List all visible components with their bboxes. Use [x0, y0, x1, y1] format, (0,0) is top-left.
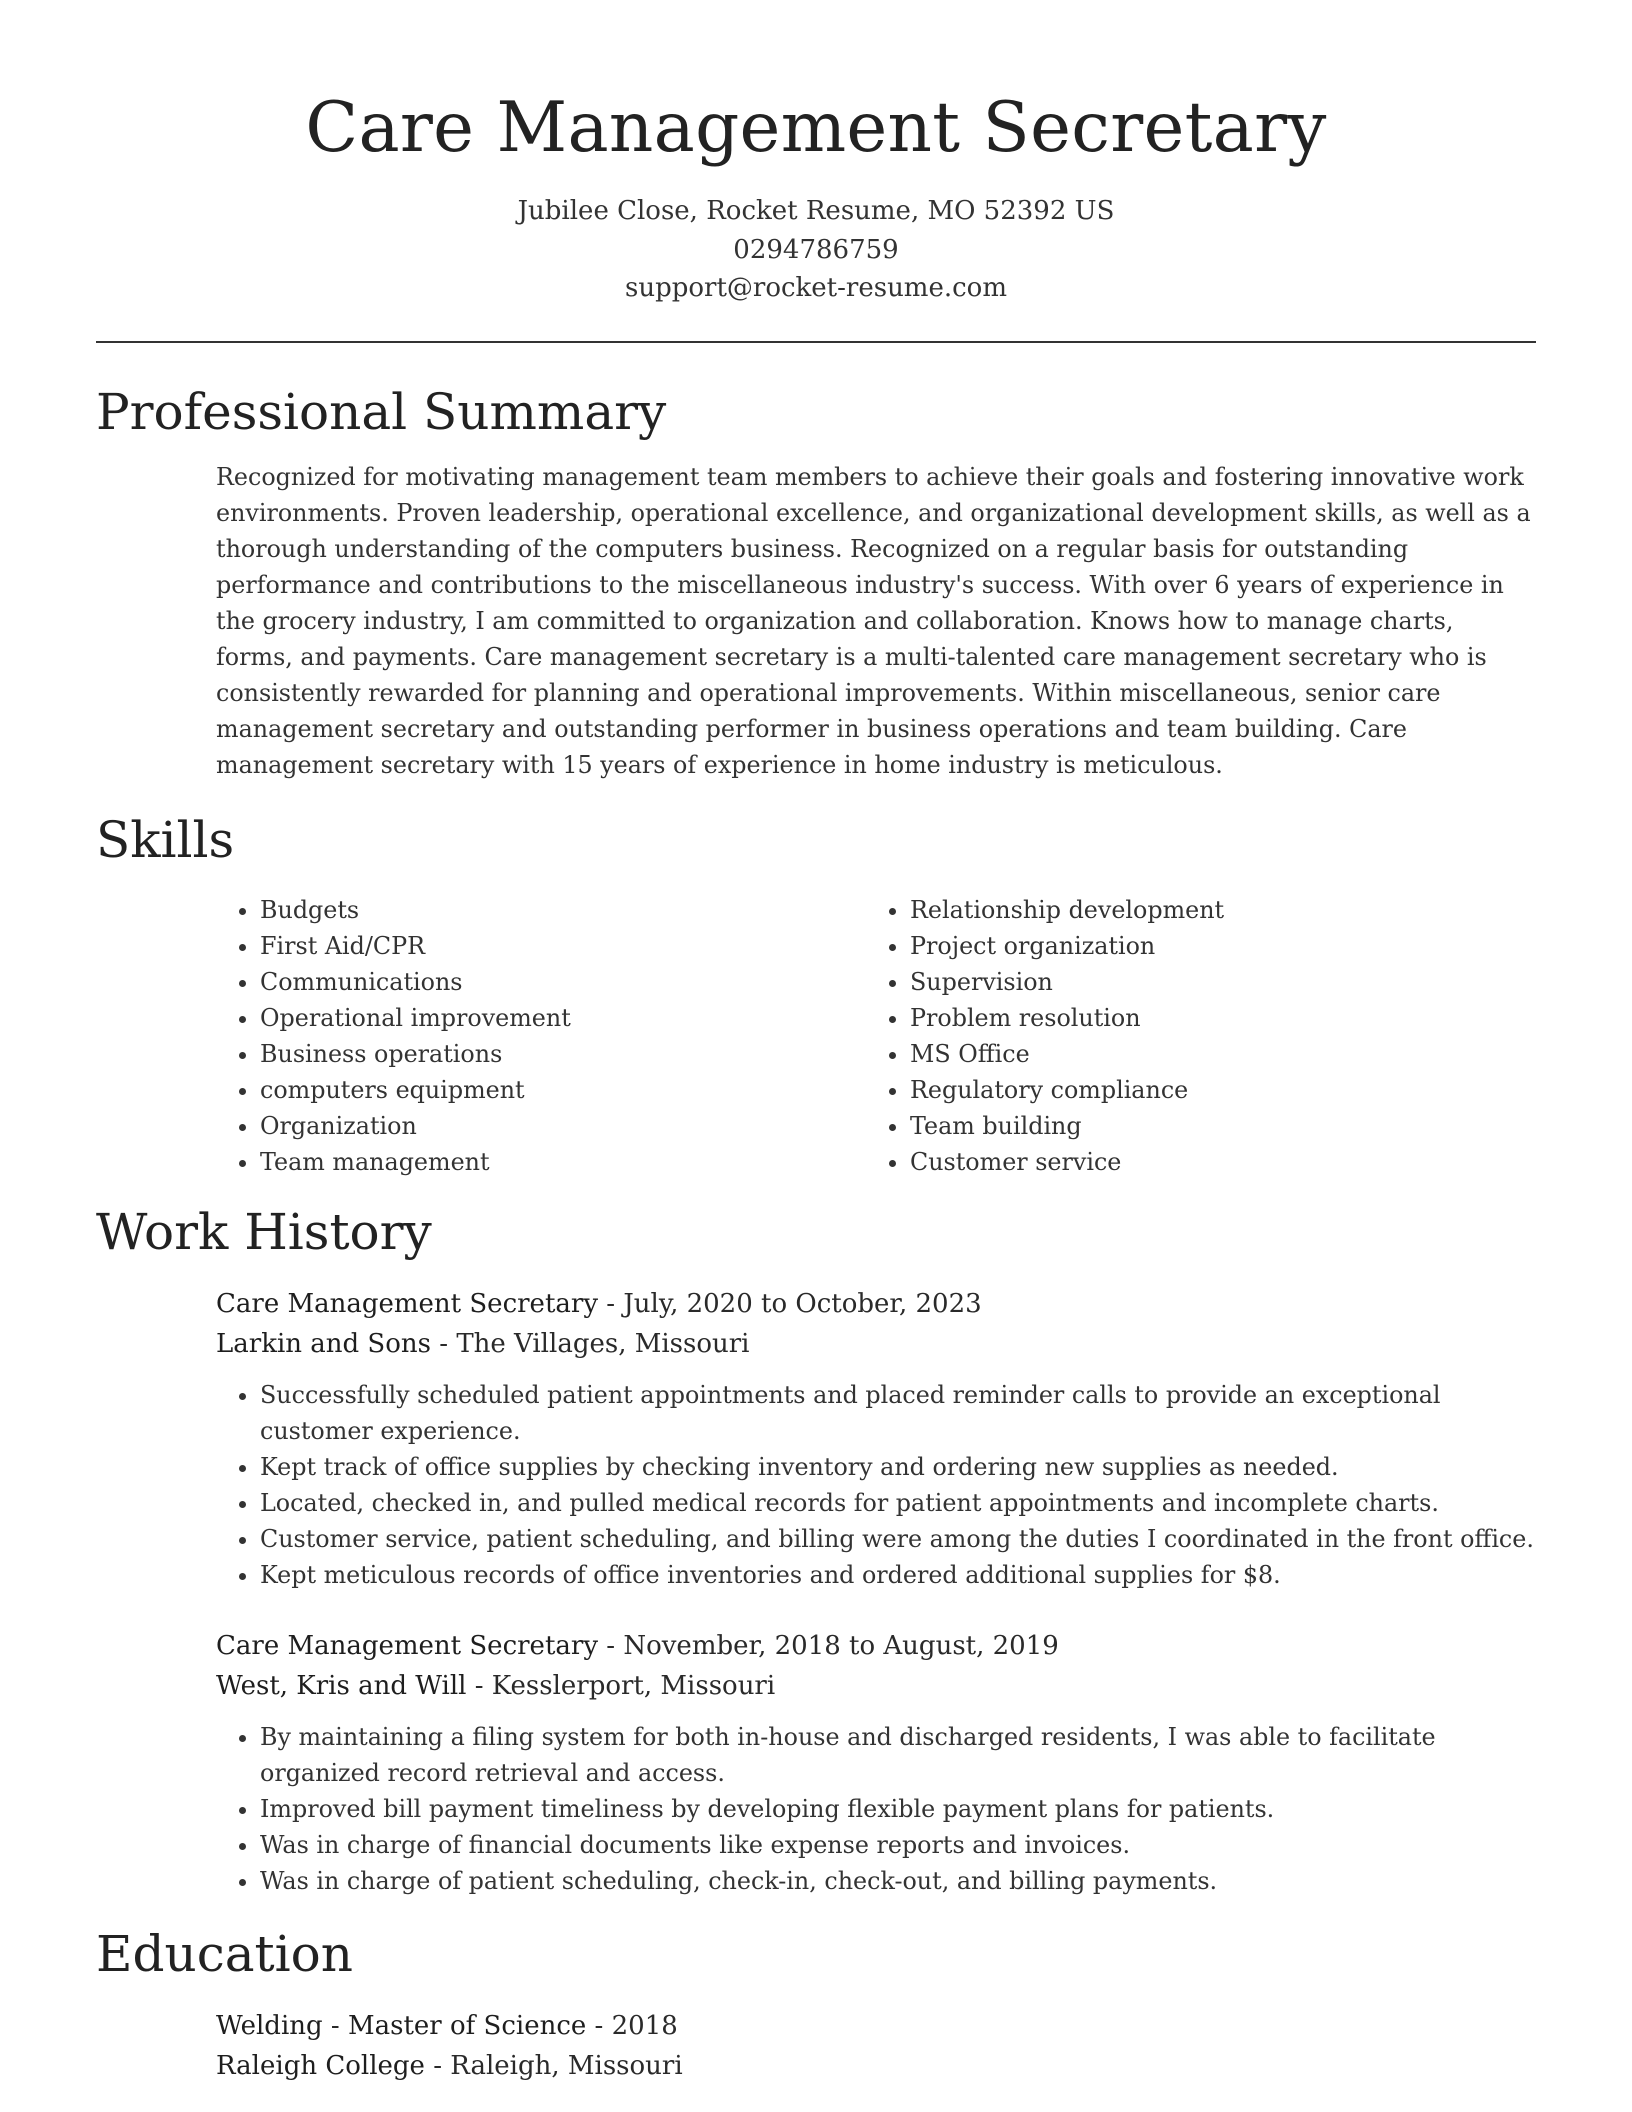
separator: - [586, 2011, 612, 2041]
job-entry [216, 1626, 1536, 1899]
skill-item: • Communications [260, 964, 816, 1000]
separator: - [466, 1671, 492, 1701]
skill-item: • Operational improvement [260, 1000, 816, 1036]
job-duties [216, 1377, 1536, 1593]
skill-item: • Business operations [260, 1036, 816, 1072]
job-duty-item: • Successfully scheduled patient appointments and placed reminder calls to provide an exceptional customer experience. [260, 1377, 1536, 1449]
skill-item: • Relationship development [910, 892, 1466, 928]
separator: - [322, 2011, 348, 2041]
job-title-line [216, 1284, 1536, 1324]
education-school: Raleigh College [216, 2051, 425, 2081]
skill-item: • Customer service [910, 1144, 1466, 1180]
skills-list-right [866, 892, 1466, 1180]
separator: - [598, 1289, 624, 1319]
job-duty-item: • Improved bill payment timeliness by developing flexible payment plans for patients. [260, 1791, 1536, 1827]
skills-column-right [866, 892, 1466, 1180]
contact-email: support@rocket-resume.com [624, 273, 1007, 303]
job-company: West, Kris and Will [216, 1671, 467, 1701]
job-dates: November, 2018 to August, 2019 [623, 1631, 1059, 1661]
contact-block [96, 192, 1536, 308]
contact-phone: 0294786759 [733, 234, 899, 265]
header-divider [96, 341, 1536, 343]
skill-item: • Team building [910, 1108, 1466, 1144]
skill-item: • Problem resolution [910, 1000, 1466, 1036]
job-position: Care Management Secretary [216, 1289, 599, 1319]
job-dates: July, 2020 to October, 2023 [623, 1289, 982, 1319]
skill-item: • Team management [260, 1144, 816, 1180]
job-location: The Villages, Missouri [456, 1329, 750, 1359]
separator: - [424, 2051, 451, 2081]
job-duty-item: • By maintaining a filing system for both in-house and discharged residents, I was able to facilitate organized record retrieval and access. [260, 1719, 1536, 1791]
work-history-heading: Work History [96, 1203, 432, 1261]
skill-item: • MS Office [910, 1036, 1466, 1072]
job-position: Care Management Secretary [216, 1631, 599, 1661]
job-duty-item: • Kept meticulous records of office inventories and ordered additional supplies for $8. [260, 1557, 1536, 1593]
education-school-line [216, 2046, 1536, 2086]
education-field: Welding [216, 2011, 323, 2041]
skill-item: • Budgets [260, 892, 816, 928]
job-duty-item: • Customer service, patient scheduling, and billing were among the duties I coordinated in the front office. [260, 1521, 1536, 1557]
summary-heading: Professional Summary [96, 383, 667, 441]
job-duties [216, 1719, 1536, 1899]
summary-text: Recognized for motivating management team members to achieve their goals and fostering innovative work environments. Proven leadership, operational excellence, and organizational development skills, as well as a thorough understanding of the computers business. Recognized on a regular basis for outstanding performance and contributions to the miscellaneous industry's success. With over 6 years of experience in the grocery industry, I am committed to organization and collaboration. Knows how to manage charts, forms, and payments. Care management secretary is a multi-talented care management secretary who is consistently rewarded for planning and operational improvements. Within miscellaneous, senior care management secretary and outstanding performer in business operations and team building. Care management secretary with 15 years of experience in home industry is meticulous. [216, 463, 1531, 779]
job-duty-item: • Located, checked in, and pulled medical records for patient appointments and incomplete charts. [260, 1485, 1536, 1521]
skill-item: • computers equipment [260, 1072, 816, 1108]
resume-header [96, 78, 1536, 308]
job-entry [216, 1284, 1536, 1593]
skill-item: • Supervision [910, 964, 1466, 1000]
job-location: Kesslerport, Missouri [491, 1671, 776, 1701]
skills-heading: Skills [96, 811, 235, 869]
job-duty-item: • Was in charge of patient scheduling, check-in, check-out, and billing payments. [260, 1863, 1536, 1899]
education-entry [216, 2006, 1536, 2086]
separator: - [430, 1329, 457, 1359]
separator: - [598, 1631, 624, 1661]
job-duty-item: • Was in charge of financial documents like expense reports and invoices. [260, 1827, 1536, 1863]
skill-item: • Project organization [910, 928, 1466, 964]
candidate-name: Care Management Secretary [305, 88, 1327, 168]
job-title-line [216, 1626, 1536, 1666]
skills-list-left [216, 892, 816, 1180]
job-company: Larkin and Sons [216, 1329, 431, 1359]
skill-item: • First Aid/CPR [260, 928, 816, 964]
job-company-line [216, 1324, 1536, 1364]
education-degree-line [216, 2006, 1536, 2046]
job-company-line [216, 1666, 1536, 1706]
contact-address: Jubilee Close, Rocket Resume, MO 52392 US [517, 196, 1115, 226]
skill-item: • Organization [260, 1108, 816, 1144]
skill-item: • Regulatory compliance [910, 1072, 1466, 1108]
skills-column-left [216, 892, 816, 1180]
job-duty-item: • Kept track of office supplies by checking inventory and ordering new supplies as needed. [260, 1449, 1536, 1485]
education-year: 2018 [611, 2011, 678, 2041]
education-heading: Education [96, 1925, 353, 1983]
education-degree: Master of Science [347, 2011, 587, 2041]
education-location: Raleigh, Missouri [450, 2051, 683, 2081]
